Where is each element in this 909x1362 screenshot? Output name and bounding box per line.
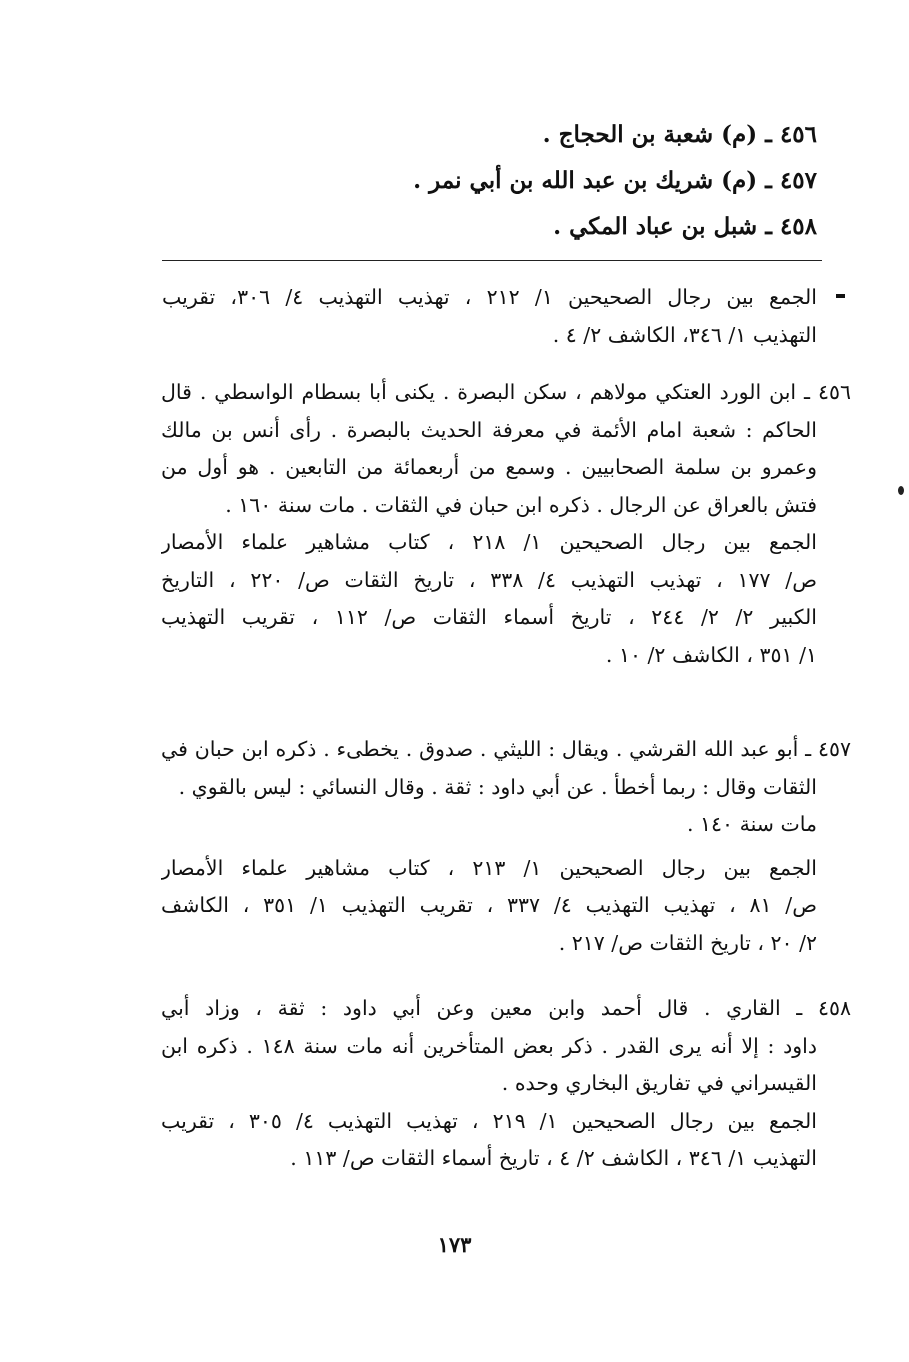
footnote-line: ٤٥٨ ـ القاري . قال أحمد وابن معين وعن أبي داود : ثقة ، وزاد أبي (161, 996, 851, 1020)
footnote-457 (161, 731, 851, 962)
footnote-line: القيسراني في تفاريق البخاري وحده . (501, 1071, 817, 1095)
footnote-line: ١/ ٣٥١ ، الكاشف ٢/ ١٠ . (605, 642, 817, 667)
footnote-line: الكبير ٢/ ٢/ ٢٤٤ ، تاريخ أسماء الثقات ص/ ١١٢ ، تقريب التهذيب (161, 605, 817, 629)
footnote-line: ٤٥٦ ـ ابن الورد العتكي مولاهم ، سكن البصرة . يكنى أبا بسطام الواسطي . قال (161, 380, 851, 404)
footnote-line: ٢/ ٢٠ ، تاريخ الثقات ص/ ٢١٧ . (558, 930, 817, 955)
footnote-456 (161, 374, 851, 674)
entry-headings (217, 112, 817, 250)
footnote-line: الجمع بين رجال الصحيحين ١/ ٢١٩ ، تهذيب التهذيب ٤/ ٣٠٥ ، تقريب (161, 1108, 817, 1133)
footnote-line: الجمع بين رجال الصحيحين ١/ ٢١٢ ، تهذيب التهذيب ٤/ ٣٠٦، تقريب (162, 285, 817, 309)
footnote-line: داود : إلا أنه يرى القدر . ذكر بعض المتأخرين أنه مات سنة ١٤٨ . ذكره ابن (161, 1033, 817, 1058)
footnote-line: فتش بالعراق عن الرجال . ذكره ابن حبان في الثقات . مات سنة ١٦٠ . (225, 492, 817, 517)
footnote-line: ٤٥٧ ـ أبو عبد الله القرشي . ويقال : الليثي . صدوق . يخطىء . ذكره ابن حبان في (161, 737, 851, 761)
footnote-line: الجمع بين رجال الصحيحين ١/ ٢١٨ ، كتاب مشاهير علماء الأمصار (161, 530, 817, 554)
margin-mark-icon (898, 486, 904, 495)
entry-heading-458: ٤٥٨ ـ شبل بن عباد المكي . (553, 213, 817, 240)
entry-heading-457: ٤٥٧ ـ (م) شريك بن عبد الله بن أبي نمر . (413, 167, 817, 194)
entry-heading-456: ٤٥٦ ـ (م) شعبة بن الحجاج . (542, 121, 817, 148)
footnote-line: التهذيب ١/ ٣٤٦ ، الكاشف ٢/ ٤ ، تاريخ أسماء الثقات ص/ ١١٣ . (290, 1146, 817, 1170)
footnote-line: الثقات وقال : ربما أخطأ . عن أبي داود : ثقة . وقال النسائي : ليس بالقوي . (178, 774, 817, 799)
footnote-line: وعمرو بن سلمة الصحابيين . وسمع من أربعمائة من التابعين . هو أول من (161, 455, 817, 479)
page-number: ١٧٣ (437, 1232, 472, 1257)
footnote-line: مات سنة ١٤٠ . (686, 812, 817, 836)
footnote-divider (162, 260, 822, 261)
footnote-line: ص/ ٨١ ، تهذيب التهذيب ٤/ ٣٣٧ ، تقريب التهذيب ١/ ٣٥١ ، الكاشف (161, 893, 817, 917)
footnote-line: الحاكم : شعبة امام الأئمة في معرفة الحديث بالبصرة . رأى أنس بن مالك (161, 417, 817, 442)
footnote-general (162, 279, 817, 354)
footnote-line: الجمع بين رجال الصحيحين ١/ ٢١٣ ، كتاب مشاهير علماء الأمصار (161, 855, 817, 880)
footnote-line: ص/ ١٧٧ ، تهذيب التهذيب ٤/ ٣٣٨ ، تاريخ الثقات ص/ ٢٢٠ ، التاريخ (161, 567, 817, 592)
footnote-line: التهذيب ١/ ٣٤٦، الكاشف ٢/ ٤ . (552, 322, 817, 347)
footnote-458 (161, 990, 851, 1178)
footnote-marker-icon (836, 294, 845, 298)
